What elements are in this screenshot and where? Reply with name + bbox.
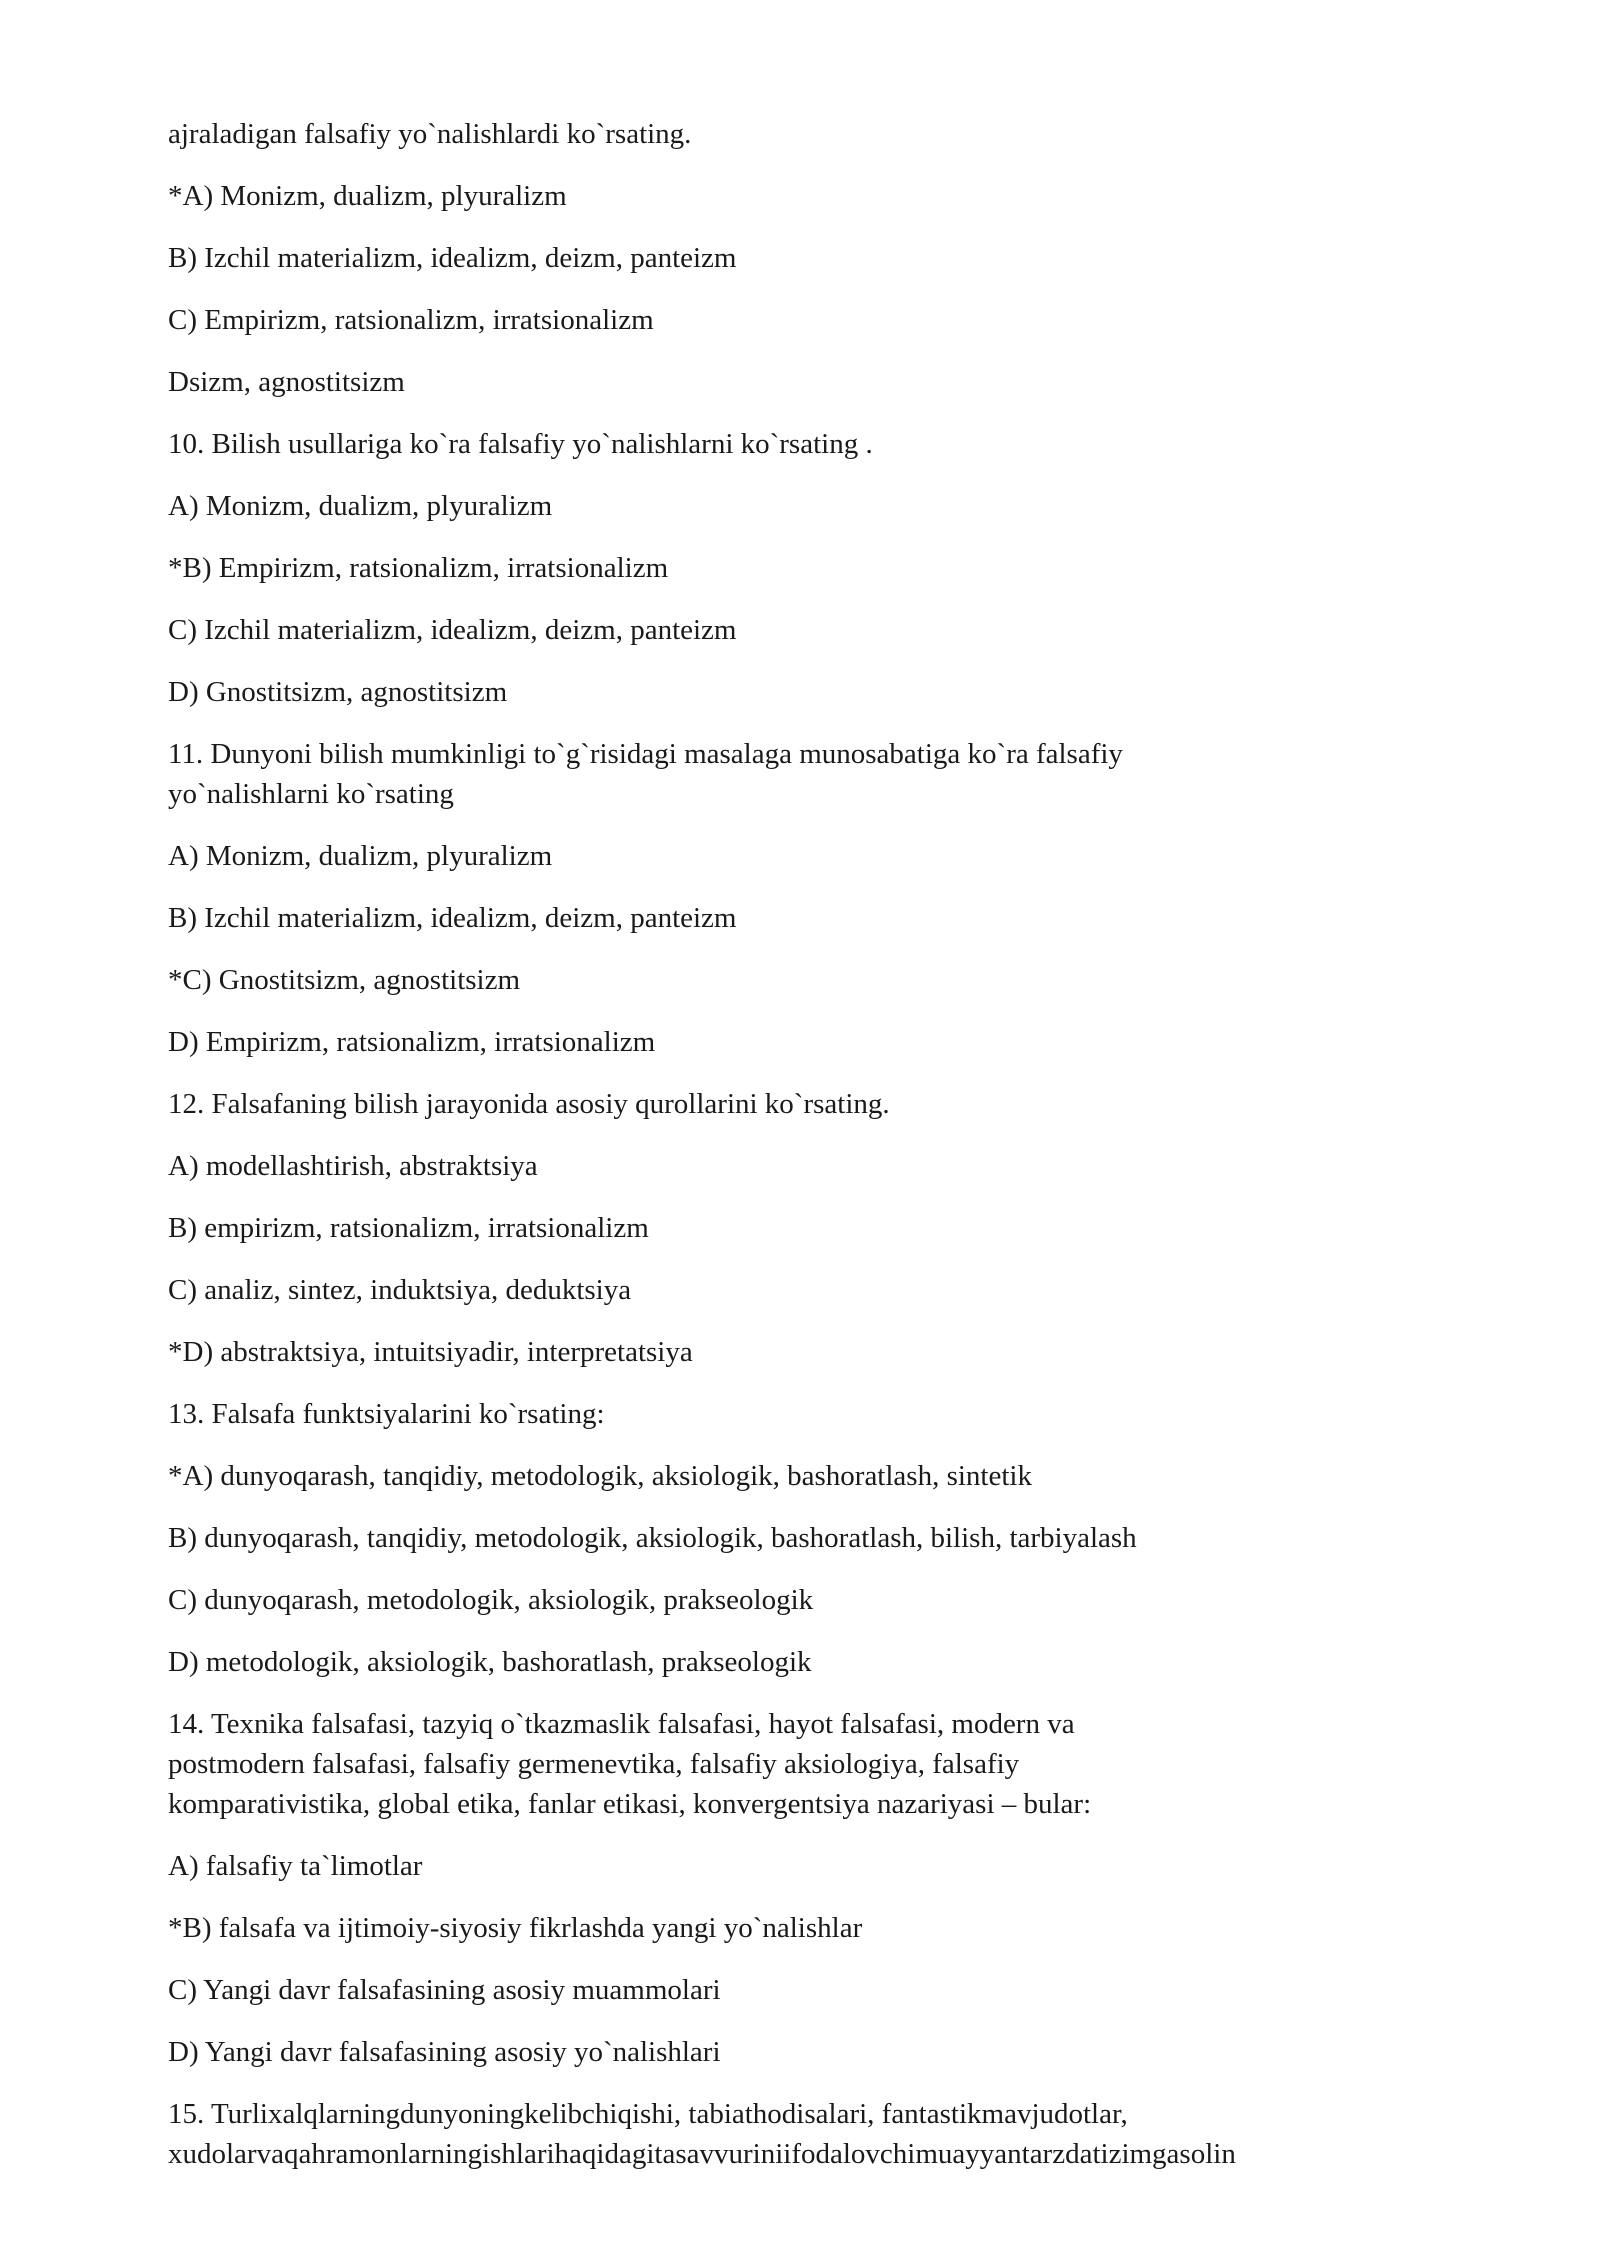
answer-option: C) Yangi davr falsafasining asosiy muammolari bbox=[168, 1974, 721, 2006]
answer-option: B) Izchil materializm, idealizm, deizm, panteizm bbox=[168, 902, 737, 934]
answer-option: *A) dunyoqarash, tanqidiy, metodologik, aksiologik, bashoratlash, sintetik bbox=[168, 1460, 1032, 1492]
answer-option: C) Izchil materializm, idealizm, deizm, panteizm bbox=[168, 614, 737, 646]
question-line: 15. Turlixalqlarningdunyoningkelibchiqishi, tabiathodisalari, fantastikmavjudotlar, bbox=[168, 2098, 1128, 2130]
question-line: yo`nalishlarni ko`rsating bbox=[168, 778, 454, 810]
question-11 bbox=[168, 734, 1468, 814]
answer-option: D) Empirizm, ratsionalizm, irratsionalizm bbox=[168, 1026, 656, 1058]
text-line: ajraladigan falsafiy yo`nalishlardi ko`rsating. bbox=[168, 118, 692, 150]
answer-option: A) falsafiy ta`limotlar bbox=[168, 1850, 423, 1882]
question-15 bbox=[168, 2094, 1468, 2174]
answer-option: D) Yangi davr falsafasining asosiy yo`nalishlari bbox=[168, 2036, 721, 2068]
answer-option: *C) Gnostitsizm, agnostitsizm bbox=[168, 964, 521, 996]
answer-option: C) analiz, sintez, induktsiya, deduktsiya bbox=[168, 1274, 632, 1306]
question-12: 12. Falsafaning bilish jarayonida asosiy qurollarini ko`rsating. bbox=[168, 1088, 890, 1120]
question-10: 10. Bilish usullariga ko`ra falsafiy yo`nalishlarni ko`rsating . bbox=[168, 428, 873, 460]
answer-option: A) modellashtirish, abstraktsiya bbox=[168, 1150, 538, 1182]
question-13: 13. Falsafa funktsiyalarini ko`rsating: bbox=[168, 1398, 605, 1430]
document-content bbox=[168, 114, 1468, 2196]
answer-option: B) dunyoqarash, tanqidiy, metodologik, aksiologik, bashoratlash, bilish, tarbiyalash bbox=[168, 1522, 1137, 1554]
answer-option: D) metodologik, aksiologik, bashoratlash, prakseologik bbox=[168, 1646, 812, 1678]
answer-option: *A) Monizm, dualizm, plyuralizm bbox=[168, 180, 567, 212]
answer-option: Dsizm, agnostitsizm bbox=[168, 366, 405, 398]
answer-option: *D) abstraktsiya, intuitsiyadir, interpretatsiya bbox=[168, 1336, 693, 1368]
answer-option: C) dunyoqarash, metodologik, aksiologik, prakseologik bbox=[168, 1584, 814, 1616]
question-14 bbox=[168, 1704, 1468, 1824]
question-line: postmodern falsafasi, falsafiy germenevtika, falsafiy aksiologiya, falsafiy bbox=[168, 1748, 1020, 1780]
answer-option: B) empirizm, ratsionalizm, irratsionalizm bbox=[168, 1212, 649, 1244]
question-line: xudolarvaqahramonlarningishlarihaqidagitasavvuriniifodalovchimuayyantarzdatizimgasolin bbox=[168, 2138, 1236, 2170]
question-line: 14. Texnika falsafasi, tazyiq o`tkazmaslik falsafasi, hayot falsafasi, modern va bbox=[168, 1708, 1075, 1740]
question-line: 11. Dunyoni bilish mumkinligi to`g`risidagi masalaga munosabatiga ko`ra falsafiy bbox=[168, 738, 1123, 770]
answer-option: *B) Empirizm, ratsionalizm, irratsionalizm bbox=[168, 552, 669, 584]
answer-option: D) Gnostitsizm, agnostitsizm bbox=[168, 676, 508, 708]
answer-option: A) Monizm, dualizm, plyuralizm bbox=[168, 490, 553, 522]
answer-option: A) Monizm, dualizm, plyuralizm bbox=[168, 840, 553, 872]
answer-option: *B) falsafa va ijtimoiy-siyosiy fikrlashda yangi yo`nalishlar bbox=[168, 1912, 863, 1944]
question-line: komparativistika, global etika, fanlar etikasi, konvergentsiya nazariyasi – bular: bbox=[168, 1788, 1092, 1820]
answer-option: C) Empirizm, ratsionalizm, irratsionalizm bbox=[168, 304, 654, 336]
answer-option: B) Izchil materializm, idealizm, deizm, panteizm bbox=[168, 242, 737, 274]
